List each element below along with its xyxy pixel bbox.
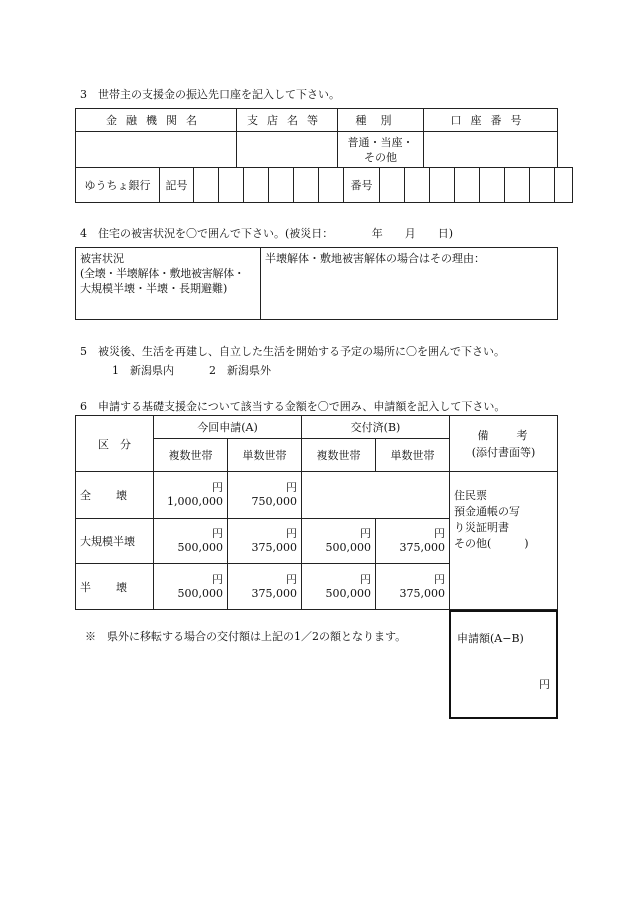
amount-cell[interactable] — [302, 519, 376, 564]
amount-value: 500,000 — [325, 541, 371, 554]
yen-unit: 円 — [212, 527, 223, 540]
type-line1: 普通・当座・ — [347, 135, 414, 149]
amount-value: 500,000 — [325, 586, 371, 600]
yen-unit: 円 — [434, 572, 446, 586]
bango-digit-box[interactable] — [430, 168, 455, 203]
yen-unit: 円 — [360, 527, 371, 540]
amount-value: 500,000 — [177, 586, 223, 600]
section6-heading: 6 申請する基礎支援金について該当する金額を〇で囲み、申請額を記入して下さい。 — [80, 400, 506, 413]
current-application-header: 今回申請(A) — [154, 416, 302, 439]
section5-heading: 5 被災後、生活を再建し、自立した生活を開始する予定の場所に〇を囲んで下さい。 — [80, 345, 505, 358]
yen-unit: 円 — [360, 572, 371, 586]
table-row — [76, 472, 558, 519]
relocation-footnote: ※ 県外に移転する場合の交付額は上記の1／2の額となります。 — [85, 630, 407, 643]
amount-value: 375,000 — [251, 586, 297, 600]
amount-value: 375,000 — [399, 586, 446, 600]
yucho-table — [75, 167, 573, 203]
yen-unit: 円 — [286, 481, 297, 494]
amount-cell[interactable] — [228, 519, 302, 564]
amount-value: 375,000 — [251, 541, 297, 554]
remarks-title: 備 考 — [477, 428, 530, 442]
application-amount-yen: 円 — [539, 678, 550, 691]
amount-value: 1,000,000 — [167, 495, 223, 508]
col-account-type: 種別 — [338, 109, 424, 132]
col-branch-name: 支店名等 — [237, 109, 338, 132]
note-item: り災証明書 — [454, 521, 510, 534]
amount-cell[interactable] — [154, 564, 228, 610]
amount-cell[interactable] — [154, 519, 228, 564]
damage-status-cell[interactable] — [76, 248, 261, 320]
amount-value: 750,000 — [251, 495, 297, 508]
type-line2: その他 — [364, 150, 397, 164]
section3-heading: 3 世帯主の支援金の振込先口座を記入して下さい。 — [80, 88, 340, 101]
amount-cell[interactable] — [302, 564, 376, 610]
yen-unit: 円 — [434, 527, 446, 540]
support-amount-table — [75, 415, 558, 610]
a-multi-header: 複数世帯 — [154, 439, 228, 472]
a-single-header: 単数世帯 — [228, 439, 302, 472]
bango-label: 番号 — [344, 168, 380, 203]
bango-digit-box[interactable] — [555, 168, 573, 203]
kigo-digit-box[interactable] — [294, 168, 319, 203]
kigo-digit-box[interactable] — [194, 168, 219, 203]
branch-name-field[interactable] — [237, 132, 338, 168]
damage-status-line3: 大規模半壊・半壊・長期避難) — [80, 282, 228, 295]
application-amount-box[interactable] — [449, 610, 558, 719]
bango-digit-box[interactable] — [480, 168, 505, 203]
kubun-header: 区 分 — [76, 416, 154, 472]
col-account-number: 口座番号 — [424, 109, 558, 132]
bango-digit-box[interactable] — [405, 168, 430, 203]
b-single-header: 単数世帯 — [376, 439, 450, 472]
bank-account-table — [75, 108, 558, 168]
amount-value: 500,000 — [177, 541, 223, 554]
bank-name-field[interactable] — [76, 132, 237, 168]
amount-cell[interactable] — [376, 519, 450, 564]
account-number-field[interactable] — [424, 132, 558, 168]
option-in-niigata[interactable]: 1 新潟県内 — [112, 364, 174, 377]
note-item: その他( ) — [454, 537, 529, 550]
account-type-options[interactable] — [338, 132, 424, 168]
kigo-digit-box[interactable] — [269, 168, 294, 203]
yen-unit: 円 — [212, 481, 223, 494]
row-label: 半 壊 — [76, 564, 154, 610]
remarks-header — [450, 416, 558, 472]
bango-digit-box[interactable] — [505, 168, 530, 203]
granted-header: 交付済(B) — [302, 416, 450, 439]
bango-digit-box[interactable] — [530, 168, 555, 203]
kigo-digit-box[interactable] — [244, 168, 269, 203]
demolition-reason-field[interactable] — [261, 248, 558, 320]
granted-empty-cell — [302, 472, 450, 519]
kigo-label: 記号 — [160, 168, 194, 203]
amount-cell[interactable] — [228, 472, 302, 519]
damage-status-table — [75, 247, 558, 320]
kigo-digit-box[interactable] — [319, 168, 344, 203]
amount-cell[interactable] — [228, 564, 302, 610]
note-item: 住民票 — [454, 489, 488, 502]
damage-status-line2: (全壊・半壊解体・敷地被害解体・ — [80, 267, 245, 280]
row-label: 大規模半壊 — [76, 519, 154, 564]
b-multi-header: 複数世帯 — [302, 439, 376, 472]
yen-unit: 円 — [286, 527, 297, 540]
remarks-cell — [450, 472, 558, 610]
bango-digit-box[interactable] — [455, 168, 480, 203]
row-label: 全 壊 — [76, 472, 154, 519]
damage-status-title: 被害状況 — [80, 252, 124, 265]
application-amount-label: 申請額(A−B) — [457, 632, 524, 645]
amount-cell[interactable] — [376, 564, 450, 610]
demolition-reason-label: 半壊解体・敷地被害解体の場合はその理由： — [265, 252, 485, 265]
bango-digit-box[interactable] — [380, 168, 405, 203]
section4-heading: 4 住宅の被害状況を〇で囲んで下さい。(被災日： 年 月 日) — [80, 227, 454, 240]
yucho-label: ゆうちょ銀行 — [76, 168, 160, 203]
note-item: 預金通帳の写 — [454, 505, 521, 518]
amount-value: 375,000 — [399, 541, 446, 554]
remarks-subtitle: (添付書面等) — [471, 445, 536, 459]
option-outside-niigata[interactable]: 2 新潟県外 — [209, 364, 271, 377]
yen-unit: 円 — [212, 572, 223, 586]
col-bank-name: 金融機関名 — [76, 109, 237, 132]
amount-cell[interactable] — [154, 472, 228, 519]
yen-unit: 円 — [286, 572, 297, 586]
kigo-digit-box[interactable] — [219, 168, 244, 203]
